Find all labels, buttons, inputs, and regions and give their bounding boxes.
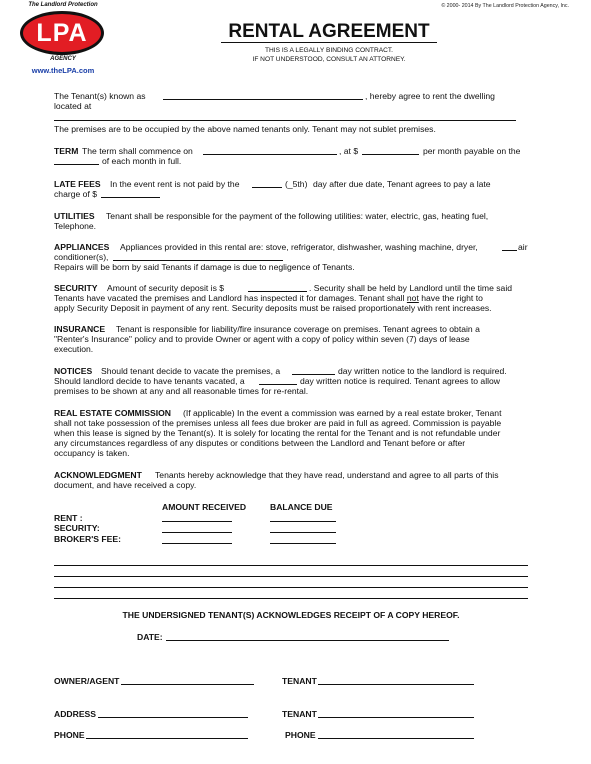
utilities-heading: UTILITIES (54, 211, 95, 221)
broker-fee-received-field[interactable] (162, 543, 232, 544)
security-text-1: Amount of security deposit is $ (107, 283, 225, 293)
utilities-text-1: Tenant shall be responsible for the payment of the following utilities: water, electric, gas, heating fuel, (106, 211, 489, 221)
term-text-2: , at $ (339, 146, 359, 156)
real-estate-text-3: when this lease is signed by the Tenant(s). It is solely for locating the rental for the Tenant and is not refundable under (54, 428, 501, 438)
logo-bottom-text: AGENCY (50, 56, 76, 62)
notices-text-2: Should landlord decide to have tenants vacated, a (54, 376, 245, 386)
insurance-heading: INSURANCE (54, 324, 106, 334)
real-estate-text-1: (If applicable) In the event a commission was earned by a real estate broker, Tenant (183, 408, 502, 418)
tenant-suffix: , hereby agree to rent the dwelling (365, 91, 495, 101)
term-start-field[interactable] (203, 154, 337, 155)
phone-1-label: PHONE (54, 730, 85, 740)
page-title: RENTAL AGREEMENT (228, 21, 430, 42)
late-fees-heading: LATE FEES (54, 179, 101, 189)
late-charge-field[interactable] (101, 197, 160, 198)
blank-line[interactable] (54, 587, 528, 588)
appliances-other-field[interactable] (113, 260, 283, 261)
term-text-4: of each month in full. (102, 156, 182, 166)
subtitle-binding: THIS IS A LEGALLY BINDING CONTRACT. (265, 47, 393, 54)
security-label: SECURITY: (54, 523, 100, 533)
payment-day-field[interactable] (54, 164, 99, 165)
tenant-2-signature-field[interactable] (318, 717, 474, 718)
owner-agent-signature-field[interactable] (121, 684, 254, 685)
security-text-1b: . Security shall be held by Landlord until the time said (309, 283, 513, 293)
date-label: DATE: (137, 632, 163, 642)
late-fees-text-2: day after due date, Tenant agrees to pay a late (313, 179, 491, 189)
notices-heading: NOTICES (54, 366, 93, 376)
tenant-notice-days-field[interactable] (292, 374, 335, 375)
notices-text-3: premises to be shown at any and all reasonable times for re-rental. (54, 386, 309, 396)
term-text-3: per month payable on the (423, 146, 521, 156)
late-fees-text-3: charge of $ (54, 189, 97, 199)
tenant-2-label: TENANT (282, 709, 317, 719)
notices-text-2b: day written notice is required. Tenant agrees to allow (300, 376, 500, 386)
late-day-blank[interactable] (252, 187, 282, 188)
security-text-2: Tenants have vacated the premises and Landlord has inspected it for damages. Tenant shall not have the right to (54, 293, 483, 303)
monthly-rent-field[interactable] (362, 154, 419, 155)
receipt-statement: THE UNDERSIGNED TENANT(S) ACKNOWLEDGES RECEIPT OF A COPY HEREOF. (122, 610, 460, 620)
tenant-phone-field[interactable] (318, 738, 474, 739)
appliances-heading: APPLIANCES (54, 242, 110, 252)
landlord-notice-days-field[interactable] (259, 384, 297, 385)
appliances-text-1: Appliances provided in this rental are: stove, refrigerator, dishwasher, washing machine, dryer, (120, 242, 478, 252)
late-fees-text-1: In the event rent is not paid by the (110, 179, 240, 189)
address-label: ADDRESS (54, 709, 97, 719)
address-field[interactable] (54, 120, 516, 121)
term-heading: TERM (54, 146, 79, 156)
rent-label: RENT : (54, 513, 83, 523)
acknowledgment-text-2: document, and have received a copy. (54, 480, 197, 490)
title-underline (221, 42, 437, 43)
tenant-prefix: The Tenant(s) known as (54, 91, 146, 101)
late-day-value: (_5th) (285, 179, 308, 189)
security-balance-field[interactable] (270, 532, 336, 533)
notices-text-1: Should tenant decide to vacate the premises, a (101, 366, 281, 376)
logo-top-text: The Landlord Protection (28, 2, 98, 8)
broker-fee-balance-field[interactable] (270, 543, 336, 544)
logo-text: LPA (36, 19, 88, 47)
insurance-text-3: execution. (54, 344, 94, 354)
phone-2-label: PHONE (285, 730, 316, 740)
brokers-fee-label: BROKER'S FEE: (54, 534, 121, 544)
security-received-field[interactable] (162, 532, 232, 533)
rent-balance-field[interactable] (270, 521, 336, 522)
blank-line[interactable] (54, 598, 528, 599)
real-estate-heading: REAL ESTATE COMMISSION (54, 408, 171, 418)
security-text-3: apply Security Deposit in payment of any rent. Security deposits must be raised proportionately with rent increases. (54, 303, 492, 313)
term-text-1: The term shall commence on (82, 146, 193, 156)
security-heading: SECURITY (54, 283, 98, 293)
insurance-text-1: Tenant is responsible for liability/fire insurance coverage on premises. Tenant agrees to obtain a (116, 324, 480, 334)
rent-received-field[interactable] (162, 521, 232, 522)
located-at-label: located at (54, 101, 92, 111)
balance-due-header: BALANCE DUE (270, 502, 333, 512)
copyright-notice: © 2000- 2014 By The Landlord Protection Agency, Inc. (441, 3, 569, 9)
insurance-text-2: "Renter's Insurance" policy and to provide Owner or agent with a copy of policy within seven (7) days of lease (54, 334, 470, 344)
blank-line[interactable] (54, 576, 528, 577)
appliances-text-2: conditioner(s), (54, 252, 109, 262)
security-deposit-field[interactable] (248, 291, 307, 292)
real-estate-text-5: occupancy is taken. (54, 448, 130, 458)
real-estate-text-4: any circumstances regardless of any disputes or conditions between the Landlord and Tenant before or after (54, 438, 466, 448)
acknowledgment-heading: ACKNOWLEDGMENT (54, 470, 142, 480)
appliance-extra-field[interactable] (502, 250, 517, 251)
owner-address-field[interactable] (98, 717, 248, 718)
owner-phone-field[interactable] (86, 738, 248, 739)
amount-received-header: AMOUNT RECEIVED (162, 502, 247, 512)
website-link[interactable]: www.theLPA.com (31, 66, 95, 75)
lpa-logo (14, 2, 112, 80)
tenant-1-signature-field[interactable] (318, 684, 474, 685)
real-estate-text-2: shall not take possession of the premises unless all fees due broker are paid in full as agreed. Commission is payable (54, 418, 502, 428)
logo-oval (20, 11, 104, 55)
appliances-text-3: Repairs will be born by said Tenants if damage is due to negligence of Tenants. (54, 262, 355, 272)
owner-agent-label: OWNER/AGENT (54, 676, 120, 686)
notices-text-1b: day written notice to the landlord is required. (338, 366, 507, 376)
date-field[interactable] (166, 640, 449, 641)
appliances-text-1b: air (518, 242, 528, 252)
utilities-text-2: Telephone. (54, 221, 97, 231)
subtitle-attorney: IF NOT UNDERSTOOD, CONSULT AN ATTORNEY. (252, 56, 406, 63)
tenant-1-label: TENANT (282, 676, 317, 686)
occupancy-clause: The premises are to be occupied by the above named tenants only. Tenant may not sublet premises. (54, 124, 436, 134)
tenant-names-field[interactable] (163, 99, 363, 100)
blank-line[interactable] (54, 565, 528, 566)
acknowledgment-text-1: Tenants hereby acknowledge that they have read, understand and agree to all parts of this (155, 470, 499, 480)
